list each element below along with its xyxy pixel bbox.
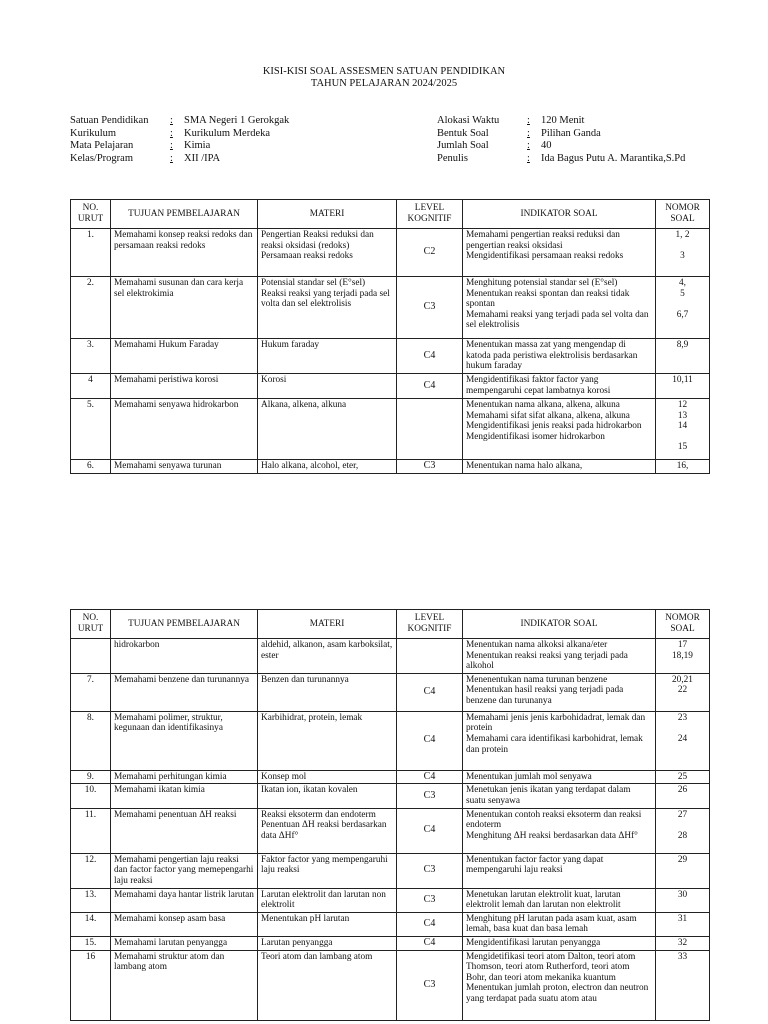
header-level: LEVEL KOGNITIF: [397, 610, 463, 639]
cell-indikator: [463, 853, 656, 888]
cell-tujuan: [111, 950, 258, 1020]
cell-line: 31: [677, 913, 688, 924]
meta-label: Penulis: [437, 152, 468, 164]
cell-materi: [258, 936, 397, 950]
cell-line: Memahami susunan dan cara kerja sel elektrokimia: [114, 278, 244, 299]
cell-nomor-soal: [656, 399, 710, 460]
cell-line: 17: [677, 640, 688, 650]
cell-nomor-soal: [656, 770, 710, 784]
cell-line: Mengidentifikasi faktor factor yang mempengaruhi cepat lambatnya korosi: [466, 375, 611, 396]
cell-level: C3: [397, 784, 463, 808]
cell-nomor-soal: [656, 936, 710, 950]
cell-line: Memahami jenis jenis karbohidadrat, lemak dan protein: [466, 712, 646, 734]
cell-line: Menghitung potensial standar sel (E°sel): [466, 278, 618, 288]
cell-line: 33: [677, 951, 688, 962]
cell-line: Ikatan ion, ikatan kovalen: [261, 785, 358, 796]
kisi-kisi-table-2: [70, 609, 710, 1021]
document-title: [0, 66, 768, 90]
cell-no-urut: [71, 639, 111, 674]
cell-indikator: [463, 888, 656, 912]
cell-line: Menenentukan nama turunan benzene: [466, 674, 608, 685]
cell-no-urut: 7.: [71, 673, 111, 711]
cell-level: C3: [397, 460, 463, 474]
cell-no-urut: 1.: [71, 229, 111, 277]
cell-materi: [258, 784, 397, 808]
cell-tujuan: [111, 912, 258, 936]
cell-line: Menentukan pH larutan: [261, 913, 350, 924]
cell-line: Menentukan contoh reaksi eksoterm dan reaksi endoterm: [466, 809, 642, 831]
header-indikator: INDIKATOR SOAL: [463, 610, 656, 639]
cell-tujuan: [111, 673, 258, 711]
meta-colon: :: [527, 115, 530, 126]
cell-indikator: [463, 936, 656, 950]
meta-colon: :: [170, 127, 173, 139]
cell-line: 28: [677, 830, 688, 841]
meta-value: Kurikulum Merdeka: [184, 127, 271, 139]
cell-level: C3: [397, 277, 463, 339]
table-header-row: [71, 200, 710, 229]
cell-nomor-soal: [656, 639, 710, 674]
cell-level: C3: [397, 888, 463, 912]
cell-level: C4: [397, 374, 463, 399]
cell-nomor-soal: [656, 374, 710, 399]
cell-no-urut: 9.: [71, 770, 111, 784]
cell-indikator: [463, 639, 656, 674]
cell-no-urut: 2.: [71, 277, 111, 339]
cell-level: C2: [397, 229, 463, 277]
cell-line: 29: [677, 854, 688, 865]
cell-level: C4: [397, 711, 463, 770]
cell-tujuan: [111, 770, 258, 784]
cell-line: Potensial standar sel (E°sel): [261, 278, 366, 288]
table-row: [71, 888, 710, 912]
cell-line: Teori atom dan lambang atom: [261, 951, 373, 962]
cell-line: Larutan penyangga: [261, 937, 333, 948]
cell-line: [659, 723, 706, 734]
cell-tujuan: [111, 888, 258, 912]
cell-line: Reaksi reaksi yang terjadi pada sel volta dan sel elektrolisis: [261, 288, 390, 310]
cell-line: Menetukan jenis ikatan yang terdapat dalam suatu senyawa: [466, 785, 631, 806]
cell-level: C4: [397, 673, 463, 711]
table-row: [71, 853, 710, 888]
cell-materi: [258, 460, 397, 474]
cell-line: 16,: [676, 461, 689, 471]
cell-line: Menentukan reaksi spontan dan reaksi tidak spontan: [466, 288, 630, 310]
cell-materi: [258, 711, 397, 770]
cell-line: Menentukan jumlah mol senyawa: [466, 771, 592, 782]
cell-line: Memahami perhitungan kimia: [114, 771, 227, 782]
cell-materi: [258, 853, 397, 888]
title-line-1: KISI-KISI SOAL ASSESMEN SATUAN PENDIDIKAN: [262, 66, 506, 77]
meta-row: [70, 115, 289, 128]
cell-line: [659, 299, 706, 310]
cell-line: aldehid, alkanon, asam karboksilat, ester: [261, 640, 393, 661]
cell-nomor-soal: [656, 339, 710, 374]
meta-colon: :: [170, 140, 173, 152]
cell-nomor-soal: [656, 784, 710, 808]
table-row: [71, 277, 710, 339]
table-row: [71, 808, 710, 853]
cell-indikator: [463, 912, 656, 936]
table-row: [71, 460, 710, 474]
cell-line: 8,9: [676, 340, 689, 350]
meta-label: Satuan Pendidikan: [70, 115, 149, 126]
cell-line: Memahami pengertian laju reaksi dan factor factor yang memepengarhi laju reaksi: [114, 854, 254, 886]
meta-colon: :: [527, 127, 530, 139]
cell-line: 23: [677, 712, 688, 723]
cell-line: Memahami polimer, struktur, kegunaan dan identifikasinya: [114, 712, 223, 734]
cell-tujuan: [111, 936, 258, 950]
cell-indikator: [463, 673, 656, 711]
cell-nomor-soal: [656, 711, 710, 770]
cell-line: Pengertian Reaksi reduksi dan reaksi oksidasi (redoks): [261, 230, 374, 251]
cell-line: Memahami benzene dan turunannya: [114, 674, 250, 685]
cell-line: Menentukan reaksi reaksi yang terjadi pada alkohol: [466, 650, 628, 672]
cell-line: Menentukan hasil reaksi yang terjadi pada benzene dan turunanya: [466, 685, 624, 706]
cell-line: 20,21: [672, 674, 693, 685]
meta-row: [70, 128, 289, 141]
cell-indikator: [463, 950, 656, 1020]
cell-line: 18,19: [672, 650, 693, 661]
cell-materi: [258, 639, 397, 674]
cell-line: Menghitung ΔH reaksi berdasarkan data ΔHf°: [466, 830, 638, 841]
cell-materi: [258, 277, 397, 339]
cell-line: [659, 432, 706, 443]
cell-nomor-soal: [656, 808, 710, 853]
cell-line: 1, 2: [675, 230, 690, 240]
cell-level: C4: [397, 339, 463, 374]
cell-no-urut: 11.: [71, 808, 111, 853]
cell-line: 26: [677, 785, 688, 796]
cell-level: C4: [397, 936, 463, 950]
cell-indikator: [463, 277, 656, 339]
cell-tujuan: [111, 711, 258, 770]
cell-line: [659, 820, 706, 831]
cell-line: Memahami reaksi yang terjadi pada sel volta dan sel elektrolisis: [466, 309, 649, 331]
cell-line: 14: [677, 421, 688, 432]
cell-line: Persamaan reaksi redoks: [261, 251, 353, 262]
meta-value: 40: [541, 140, 552, 152]
cell-line: Memahami konsep asam basa: [114, 913, 226, 924]
header-materi: MATERI: [258, 610, 397, 639]
cell-line: Benzen dan turunannya: [261, 674, 349, 685]
cell-line: Memahami pengertian reaksi reduksi dan pengertian reaksi oksidasi: [466, 230, 620, 251]
cell-indikator: [463, 339, 656, 374]
cell-nomor-soal: [656, 950, 710, 1020]
cell-line: Mengidentifikasi larutan penyangga: [466, 937, 601, 948]
cell-no-urut: 13.: [71, 888, 111, 912]
meta-row: [437, 153, 685, 166]
cell-line: Memahami sifat sifat alkana, alkena, alkuna: [466, 410, 630, 421]
meta-label: Mata Pelajaran: [70, 140, 134, 152]
cell-line: Memahami senyawa hidrokarbon: [114, 400, 239, 410]
cell-line: Reaksi eksoterm dan endoterm: [261, 809, 376, 820]
cell-materi: [258, 339, 397, 374]
table-row: [71, 784, 710, 808]
table-row: [71, 770, 710, 784]
cell-line: 4,: [679, 278, 686, 288]
meta-label: Bentuk Soal: [437, 127, 489, 139]
cell-no-urut: 8.: [71, 711, 111, 770]
cell-tujuan: [111, 639, 258, 674]
meta-value: Ida Bagus Putu A. Marantika,S.Pd: [541, 152, 686, 164]
header-no-urut: NO. URUT: [71, 610, 111, 639]
cell-nomor-soal: [656, 277, 710, 339]
header-indikator: INDIKATOR SOAL: [463, 200, 656, 229]
cell-line: Korosi: [261, 375, 287, 385]
cell-level: [397, 639, 463, 674]
cell-no-urut: 5.: [71, 399, 111, 460]
cell-line: Memahami konsep reaksi redoks dan persamaan reaksi redoks: [114, 230, 253, 251]
meta-row: [70, 140, 289, 153]
cell-line: Mengidentifikasi isomer hidrokarbon: [466, 431, 605, 442]
header-tujuan: TUJUAN PEMBELAJARAN: [111, 200, 258, 229]
cell-indikator: [463, 399, 656, 460]
cell-line: Konsep mol: [261, 771, 307, 782]
cell-materi: [258, 888, 397, 912]
cell-no-urut: 12.: [71, 853, 111, 888]
meta-left-block: [70, 115, 289, 165]
cell-indikator: [463, 770, 656, 784]
cell-no-urut: 10.: [71, 784, 111, 808]
cell-no-urut: 4: [71, 374, 111, 399]
cell-nomor-soal: [656, 888, 710, 912]
meta-colon: :: [170, 115, 173, 126]
meta-label: Alokasi Waktu: [437, 115, 500, 126]
cell-line: Memahami ikatan kimia: [114, 785, 205, 796]
cell-indikator: [463, 374, 656, 399]
cell-nomor-soal: [656, 673, 710, 711]
cell-line: Memahami peristiwa korosi: [114, 375, 219, 385]
cell-level: C3: [397, 950, 463, 1020]
cell-line: Menetukan larutan elektrolit kuat, larutan elektrolit lemah dan larutan non elektrolit: [466, 889, 621, 911]
cell-line: Halo alkana, alcohol, eter,: [261, 461, 359, 471]
table-row: [71, 374, 710, 399]
meta-row: [70, 153, 289, 166]
cell-no-urut: 6.: [71, 460, 111, 474]
table-row: [71, 912, 710, 936]
meta-label: Kurikulum: [70, 127, 117, 139]
cell-level: C4: [397, 808, 463, 853]
kisi-kisi-table-1: [70, 199, 710, 474]
header-nomor-soal: NOMOR SOAL: [656, 610, 710, 639]
cell-line: Menentukan nama alkoksi alkana/eter: [466, 640, 608, 650]
cell-line: Mengidentifikasi persamaan reaksi redoks: [466, 251, 624, 262]
header-nomor-soal: NOMOR SOAL: [656, 200, 710, 229]
cell-line: 25: [677, 771, 688, 782]
cell-nomor-soal: [656, 229, 710, 277]
cell-materi: [258, 374, 397, 399]
cell-level: [397, 399, 463, 460]
cell-materi: [258, 808, 397, 853]
meta-value: XII /IPA: [184, 152, 221, 164]
header-materi: MATERI: [258, 200, 397, 229]
meta-value: SMA Negeri 1 Gerokgak: [184, 115, 290, 126]
cell-no-urut: 15.: [71, 936, 111, 950]
cell-tujuan: [111, 339, 258, 374]
cell-line: hidrokarbon: [114, 640, 160, 650]
cell-line: 32: [677, 937, 688, 948]
table-row: [71, 950, 710, 1020]
cell-line: 10,11: [672, 375, 693, 385]
cell-no-urut: 3.: [71, 339, 111, 374]
meta-row: [437, 115, 685, 128]
cell-line: 13: [677, 410, 688, 421]
table-row: [71, 639, 710, 674]
cell-line: Memahami larutan penyangga: [114, 937, 228, 948]
cell-line: Mengidentifikasi jenis reaksi pada hidrokarbon: [466, 421, 642, 432]
meta-colon: :: [527, 152, 530, 164]
cell-line: Memahami daya hantar listrik larutan: [114, 889, 254, 900]
cell-line: Memahami struktur atom dan lambang atom: [114, 951, 225, 973]
header-no-urut: NO. URUT: [71, 200, 111, 229]
meta-row: [437, 128, 685, 141]
cell-nomor-soal: [656, 853, 710, 888]
cell-line: Alkana, alkena, alkuna: [261, 400, 347, 410]
cell-no-urut: 14.: [71, 912, 111, 936]
cell-line: Faktor factor yang mempengaruhi laju reaksi: [261, 854, 388, 876]
cell-tujuan: [111, 374, 258, 399]
cell-materi: [258, 950, 397, 1020]
cell-tujuan: [111, 460, 258, 474]
cell-line: Larutan elektrolit dan larutan non elektrolit: [261, 889, 386, 911]
cell-materi: [258, 229, 397, 277]
cell-materi: [258, 673, 397, 711]
cell-line: 15: [677, 442, 688, 453]
cell-indikator: [463, 711, 656, 770]
meta-colon: :: [170, 152, 173, 164]
cell-tujuan: [111, 808, 258, 853]
cell-level: C4: [397, 770, 463, 784]
table-row: [71, 399, 710, 460]
cell-line: Memahami Hukum Faraday: [114, 340, 219, 350]
table-row: [71, 711, 710, 770]
table-header-row: [71, 610, 710, 639]
cell-line: Memahami penentuan ΔH reaksi: [114, 809, 237, 820]
title-line-2: TAHUN PELAJARAN 2024/2025: [310, 78, 458, 89]
cell-line: Menentukan nama alkana, alkena, alkuna: [466, 400, 620, 410]
cell-indikator: [463, 460, 656, 474]
cell-tujuan: [111, 853, 258, 888]
cell-line: 30: [677, 889, 688, 900]
cell-line: 24: [677, 733, 688, 744]
cell-tujuan: [111, 229, 258, 277]
cell-line: [659, 241, 706, 252]
cell-line: Penentuan ΔH reaksi berdasarkan data ΔHf°: [261, 820, 387, 841]
cell-line: 27: [677, 809, 688, 820]
cell-line: Karbihidrat, protein, lemak: [261, 712, 363, 723]
meta-colon: :: [527, 140, 530, 152]
cell-line: Memahami senyawa turunan: [114, 461, 222, 471]
cell-line: 22: [677, 685, 688, 696]
meta-row: [437, 140, 685, 153]
cell-tujuan: [111, 277, 258, 339]
meta-label: Jumlah Soal: [437, 140, 489, 152]
cell-line: Menentukan factor factor yang dapat mempengaruhi laju reaksi: [466, 854, 604, 876]
table-row: [71, 673, 710, 711]
cell-line: Hukum faraday: [261, 340, 320, 350]
cell-materi: [258, 399, 397, 460]
header-level: LEVEL KOGNITIF: [397, 200, 463, 229]
table-row: [71, 339, 710, 374]
meta-value: Kimia: [184, 140, 211, 152]
meta-label: Kelas/Program: [70, 152, 133, 164]
cell-line: 6,7: [676, 309, 689, 320]
cell-line: Memahami cara identifikasi karbohidrat, lemak dan protein: [466, 733, 643, 755]
cell-no-urut: 16: [71, 950, 111, 1020]
cell-tujuan: [111, 399, 258, 460]
cell-line: 5: [680, 288, 685, 299]
cell-line: Menentukan nama halo alkana,: [466, 461, 583, 471]
table-row: [71, 936, 710, 950]
meta-value: Pilihan Ganda: [541, 127, 601, 139]
meta-value: 120 Menit: [541, 115, 585, 126]
cell-line: 3: [680, 251, 685, 262]
table-row: [71, 229, 710, 277]
cell-level: C4: [397, 912, 463, 936]
cell-nomor-soal: [656, 912, 710, 936]
cell-line: Menghitung pH larutan pada asam kuat, asam lemah, basa kuat dan basa lemah: [466, 913, 637, 935]
cell-level: C3: [397, 853, 463, 888]
cell-materi: [258, 912, 397, 936]
cell-tujuan: [111, 784, 258, 808]
meta-right-block: [437, 115, 685, 165]
cell-nomor-soal: [656, 460, 710, 474]
cell-line: Menentukan massa zat yang mengendap di katoda pada peristiwa elektrolisis berdasarkan hukum faraday: [466, 340, 638, 372]
cell-line: Mengidetifikasi teori atom Dalton, teori atom Thomson, teori atom Rutherford, teori atom Bohr, dan teori atom mekanika kuantum: [466, 951, 636, 983]
cell-indikator: [463, 229, 656, 277]
header-tujuan: TUJUAN PEMBELAJARAN: [111, 610, 258, 639]
cell-indikator: [463, 784, 656, 808]
cell-line: Menentukan jumlah proton, electron dan neutron yang terdapat pada suatu atom atau: [466, 983, 649, 1004]
cell-materi: [258, 770, 397, 784]
cell-indikator: [463, 808, 656, 853]
cell-line: 12: [677, 400, 688, 410]
